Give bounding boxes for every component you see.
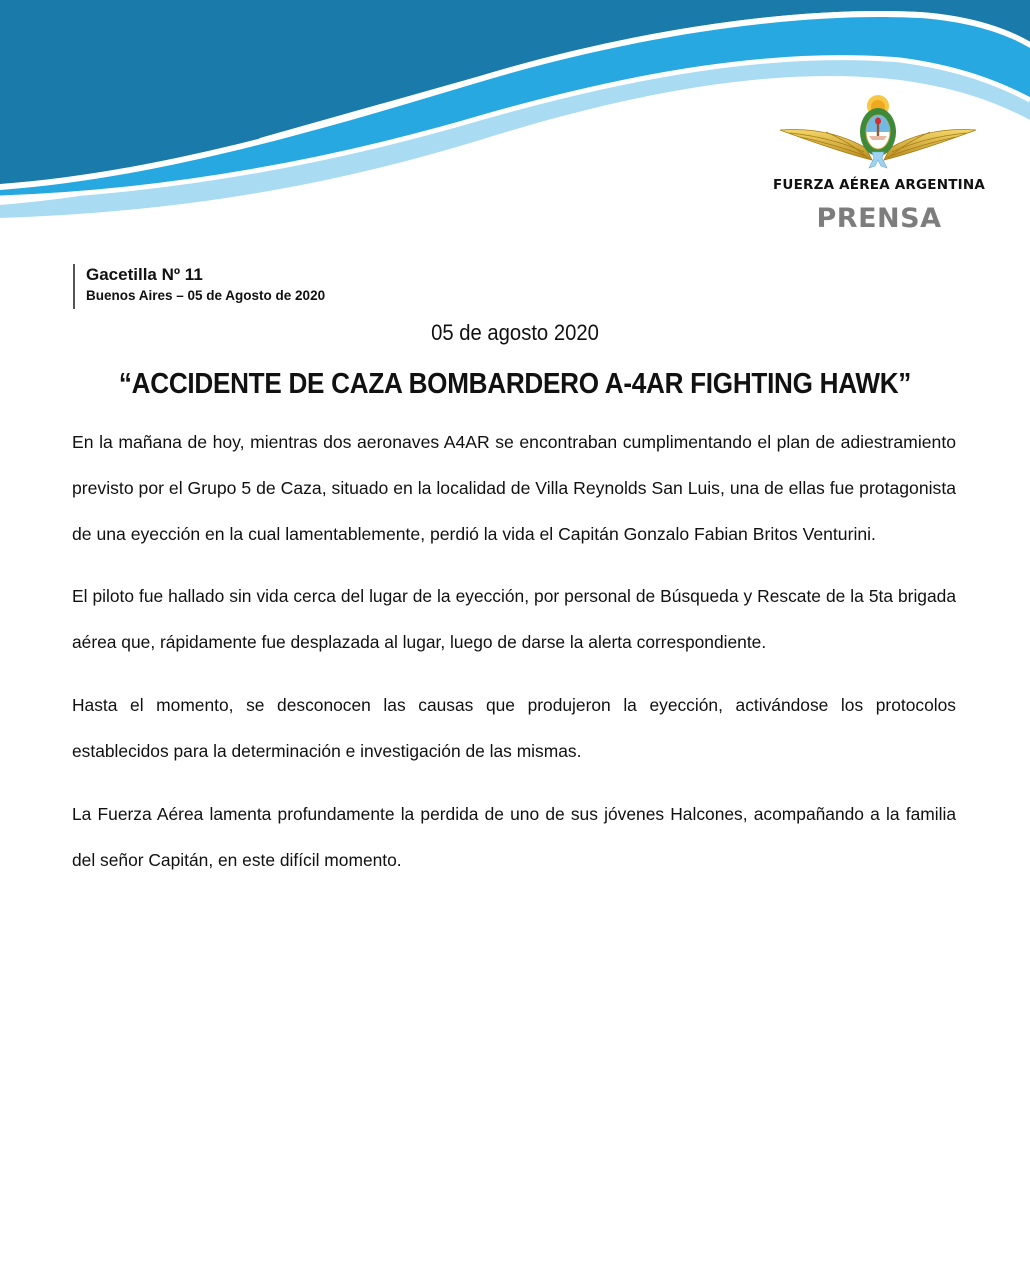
section-label: PRENSA	[816, 203, 942, 234]
body-paragraph: En la mañana de hoy, mientras dos aeronaves A4AR se encontraban cumplimentando el plan de adiestramiento previsto por el Grupo 5 de Caza, situado en la localidad de Villa Reynolds San Luis, una de ellas fue protagonista de una eyección en la cual lamentablemente, perdió la vida el Capitán Gonzalo Fabian Britos Venturini.	[72, 432, 956, 544]
document-body	[72, 419, 956, 883]
body-paragraph: La Fuerza Aérea lamenta profundamente la perdida de uno de sus jóvenes Halcones, acompañando a la familia del señor Capitán, en este difícil momento.	[72, 804, 956, 870]
release-place-date: Buenos Aires – 05 de Agosto de 2020	[86, 288, 326, 303]
organization-name: FUERZA AÉREA ARGENTINA	[773, 177, 985, 193]
right-wing	[884, 130, 976, 160]
air-force-wings-emblem-icon	[778, 92, 978, 174]
document-title: “ACCIDENTE DE CAZA BOMBARDERO A-4AR FIGHTING HAWK”	[118, 368, 912, 400]
release-number: Gacetilla Nº 11	[86, 265, 203, 284]
body-paragraph: El piloto fue hallado sin vida cerca del lugar de la eyección, por personal de Búsqueda y Rescate de la 5ta brigada aérea que, rápidamente fue desplazada al lugar, luego de darse la alerta correspondiente.	[72, 586, 956, 652]
document-date: 05 de agosto 2020	[431, 320, 599, 345]
release-info	[73, 264, 325, 309]
left-wing	[780, 130, 872, 160]
body-paragraph: Hasta el momento, se desconocen las causas que produjeron la eyección, activándose los protocolos establecidos para la determinación e investigación de las mismas.	[72, 695, 956, 761]
